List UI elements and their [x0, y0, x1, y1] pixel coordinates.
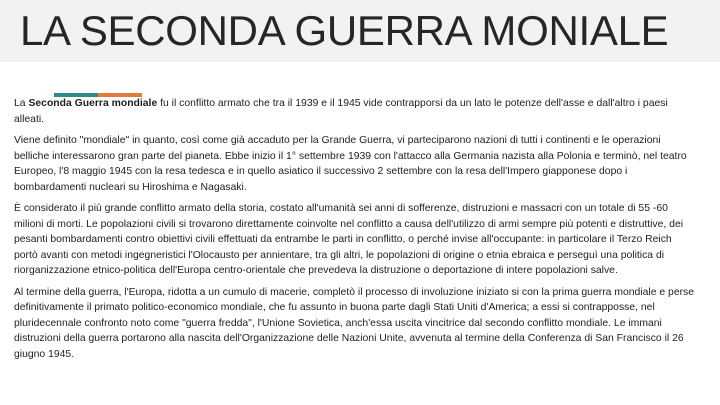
paragraph-1-bold-term: Seconda Guerra mondiale [28, 98, 158, 109]
paragraph-1-rest: fu il conflitto armato che tra il 1939 e il 1945 vide contrapporsi da un lato le potenze dell'asse e dall'altro i paesi alleati. [14, 98, 668, 125]
paragraph-1 [14, 96, 696, 127]
body-text [14, 96, 696, 368]
slide-title: LA SECONDA GUERRA MONIALE [20, 7, 669, 54]
paragraph-3: È considerato il più grande conflitto armato della storia, costato all'umanità sei anni di sofferenze, distruzioni e massacri con un totale di 55 -60 milioni di morti. Le popolazioni civili si trovarono direttamente coinvolte nel conflitto a causa dell'utilizzo di armi sempre più potenti e distruttive, dei pesanti bombardamenti contro obiettivi civili effettuati da entrambe le parti in conflitto, o perché invise all'occupante: in particolare il Terzo Reich portò avanti con metodi ingegneristici l'Olocausto per annientare, tra gli altri, le popolazioni di origine o etnia ebraica e perseguì una politica di riorganizzazione etnico-politica dell'Europa centro-orientale che prevedeva la distruzione o deportazione di intere popolazioni salve. [14, 203, 684, 276]
paragraph-1-lead: La [14, 98, 29, 109]
paragraph-2: Viene definito "mondiale" in quanto, così come già accaduto per la Grande Guerra, vi parteciparono nazioni di tutti i continenti e le operazioni belliche interessarono gran parte del pianeta. Ebbe inizio il 1° settembre 1939 con l'attacco alla Germania nazista alla Polonia e terminò, nel teatro Europeo, l'8 maggio 1945 con la resa tedesca e in quello asiatico il successivo 2 settembre con la resa dell'Impero giapponese dopo i bombardamenti nucleari su Hiroshima e Nagasaki. [14, 135, 687, 193]
paragraph-4: Al termine della guerra, l'Europa, ridotta a un cumulo di macerie, completò il processo di involuzione iniziato si con la prima guerra mondiale e perse definitivamente il primato politico-economico mondiale, che fu assunto in buona parte dagli Stati Uniti d'America; a essi si contrapposse, nel pluridecennale confronto noto come "guerra fredda", l'Unione Sovietica, anch'essa uscita vincitrice dal secondo conflitto mondiale. Le immani distruzioni della guerra portarono alla nascita dell'Organizzazione delle Nazioni Unite, avvenuta al termine della Conferenza di San Francisco il 26 giugno 1945. [14, 286, 695, 360]
